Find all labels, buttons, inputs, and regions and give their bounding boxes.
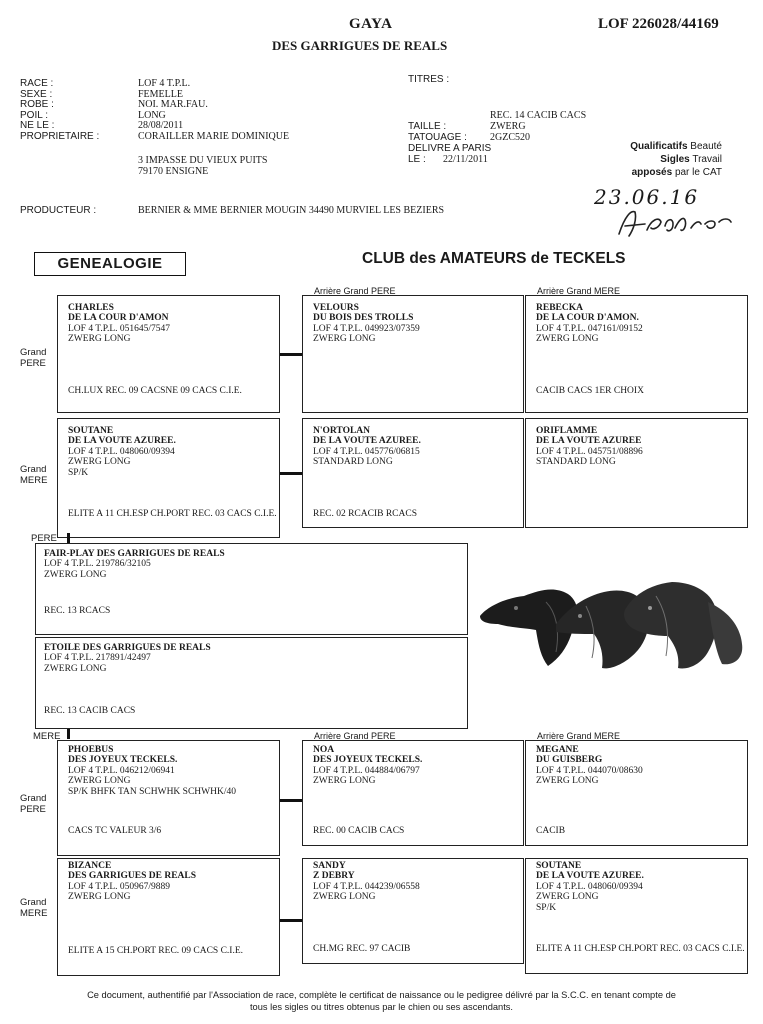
dog-kennel: DE LA VOUTE AZUREE [536, 436, 642, 447]
pedigree-box-dam-gp-mother [525, 740, 748, 846]
dog-titles: CACS TC VALEUR 3/6 [68, 826, 162, 836]
dog-name: N'ORTOLAN [313, 426, 371, 436]
stamp-sigles: Sigles [660, 154, 690, 165]
dog-lof: LOF 4 T.P.L. 044070/08630 [536, 765, 643, 776]
dog-size: ZWERG LONG [68, 892, 131, 903]
pedigree-box-sire [35, 543, 468, 635]
dog-size: STANDARD LONG [536, 457, 616, 468]
dog-name: SANDY [313, 861, 346, 871]
dog-size: ZWERG LONG [313, 334, 376, 345]
dog-size: ZWERG LONG [536, 892, 599, 903]
poil-value: LONG [138, 109, 166, 121]
pedigree-box-sire-gm-mother [525, 418, 748, 528]
sexe-value: FEMELLE [138, 88, 183, 100]
owner-address-2: 79170 ENSIGNE [138, 166, 209, 177]
pedigree-box-sire-grand-pere [57, 295, 280, 413]
dog-kennel: DES JOYEUX TECKELS. [313, 755, 423, 766]
pedigree-box-dam-gm-father [302, 858, 524, 964]
side-label-grand-pere-2: Grand PERE [20, 793, 47, 815]
dog-extra: SP/K [536, 902, 557, 913]
dog-lof: LOF 4 T.P.L. 219786/32105 [44, 559, 151, 570]
dog-kennel: Z DEBRY [313, 871, 355, 882]
dog-lof: LOF 4 T.P.L. 044884/06797 [313, 765, 420, 776]
dog-lof: LOF 4 T.P.L. 050967/9889 [68, 881, 171, 892]
dog-kennel: DE LA VOUTE AZUREE. [536, 871, 644, 882]
titres-label: TITRES : [408, 74, 450, 85]
dog-entry [313, 303, 420, 345]
dog-name: SOUTANE [536, 861, 582, 871]
connector-line [67, 533, 70, 543]
le-label: LE : [408, 154, 426, 165]
side-label-pere: PERE [31, 533, 57, 544]
dog-titles: CH.MG REC. 97 CACIB [313, 944, 411, 954]
dog-entry [536, 426, 643, 468]
dog-name: MEGANE [536, 745, 579, 755]
dog-entry [68, 426, 176, 478]
connector-line [280, 472, 302, 475]
dog-name: ORIFLAMME [536, 426, 598, 436]
stamp-par-le-cat: par le CAT [674, 167, 722, 178]
dog-entry [536, 745, 643, 787]
connector-line [280, 919, 302, 922]
header-arriere-grand-mere-top: Arrière Grand MERE [537, 286, 621, 296]
dog-entry [313, 745, 422, 787]
pedigree-box-dam-grand-pere [57, 740, 280, 856]
titres-value: REC. 14 CACIB CACS [490, 110, 587, 121]
proprietaire-label: PROPRIETAIRE : [20, 130, 100, 142]
dog-lof: LOF 4 T.P.L. 051645/7547 [68, 323, 171, 334]
handwritten-date: 23.06.16 [594, 185, 700, 209]
dog-titles: ELITE A 11 CH.ESP CH.PORT REC. 03 CACS C.I.E. [536, 944, 745, 954]
dog-titles: CH.LUX REC. 09 CACSNE 09 CACS C.I.E. [68, 386, 242, 396]
pedigree-box-sire-gp-mother [525, 295, 748, 413]
genealogie-title: GENEALOGIE [34, 252, 186, 276]
ne-le-label: NE LE : [20, 120, 55, 131]
dog-lof: LOF 4 T.P.L. 048060/09394 [68, 446, 175, 457]
pedigree-box-sire-gp-father [302, 295, 524, 413]
dog-size: ZWERG LONG [44, 569, 107, 580]
dog-titles: CACIB CACS 1ER CHOIX [536, 386, 644, 396]
dog-lof: LOF 4 T.P.L. 047161/09152 [536, 323, 643, 334]
dog-extra: SP/K [68, 467, 89, 478]
stamp-travail: Travail [692, 154, 722, 165]
footer-line-1: Ce document, authentifié par l'Association de race, complète le certificat de naissance ou le pedigree délivré par la S.C.C. en tenant compte de [87, 990, 676, 1000]
dog-extra: SP/K BHFK TAN SCHWHK SCHWHK/40 [68, 786, 236, 797]
connector-line [280, 799, 302, 802]
dog-size: ZWERG LONG [68, 334, 131, 345]
header-arriere-grand-mere-bottom: Arrière Grand MERE [537, 731, 621, 741]
stamp-apposes: apposés [631, 167, 673, 178]
dog-name: SOUTANE [68, 426, 114, 436]
dog-entry [68, 861, 196, 903]
registration-number: LOF 226028/44169 [598, 16, 719, 32]
footer-disclaimer [20, 990, 743, 1013]
dog-name: BIZANCE [68, 861, 112, 871]
dachshund-heads-image [476, 572, 748, 672]
delivre-label: DELIVRE A PARIS [408, 143, 492, 154]
dog-entry [313, 426, 421, 468]
dog-kennel: DE LA VOUTE AZUREE. [68, 436, 176, 447]
dog-titles: REC. 00 CACIB CACS [313, 826, 405, 836]
proprietaire-value: CORAILLER MARIE DOMINIQUE [138, 130, 290, 142]
dog-titles: REC. 02 RCACIB RCACS [313, 509, 417, 519]
dog-entry [44, 549, 225, 580]
dog-size: ZWERG LONG [313, 776, 376, 787]
dog-name: ETOILE DES GARRIGUES DE REALS [44, 643, 211, 653]
taille-label: TAILLE : [408, 121, 447, 132]
header-arriere-grand-pere-bottom: Arrière Grand PERE [314, 731, 396, 741]
dog-lof: LOF 4 T.P.L. 048060/09394 [536, 881, 643, 892]
dog-name: PHOEBUS [68, 745, 114, 755]
robe-value: NOI. MAR.FAU. [138, 99, 208, 110]
sexe-label: SEXE : [20, 88, 53, 100]
robe-label: ROBE : [20, 99, 54, 110]
footer-line-2: tous les sigles ou titres obtenus par le chien ou ses ascendants. [249, 1001, 514, 1012]
pedigree-box-dam-grand-mere [57, 858, 280, 976]
dog-entry [536, 861, 644, 913]
dog-entry [44, 643, 211, 674]
dog-kennel: DE LA COUR D'AMON. [536, 313, 639, 324]
producteur-value: BERNIER & MME BERNIER MOUGIN 34490 MURVIEL LES BEZIERS [138, 205, 445, 216]
poil-label: POIL : [20, 109, 48, 121]
side-label-grand-pere-1: Grand PERE [20, 347, 47, 369]
side-label-mere: MERE [33, 731, 61, 742]
dog-size: ZWERG LONG [536, 776, 599, 787]
dog-size: ZWERG LONG [313, 892, 376, 903]
dog-size: ZWERG LONG [536, 334, 599, 345]
dog-name: GAYA [349, 16, 393, 32]
dog-kennel: DE LA VOUTE AZUREE. [313, 436, 421, 447]
dog-name: NOA [313, 745, 335, 755]
dog-name: REBECKA [536, 303, 583, 313]
dog-size: ZWERG LONG [44, 663, 107, 674]
pedigree-box-dam-gp-father [302, 740, 524, 846]
race-label: RACE : [20, 78, 54, 89]
dog-size: STANDARD LONG [313, 457, 393, 468]
producteur-label: PRODUCTEUR : [20, 205, 97, 216]
dog-lof: LOF 4 T.P.L. 044239/06558 [313, 881, 420, 892]
info-labels [20, 79, 99, 142]
race-value: LOF 4 T.P.L. [138, 78, 191, 89]
stamp-qualificatifs: Qualificatifs [630, 141, 688, 152]
pedigree-box-sire-grand-mere [57, 418, 280, 538]
dog-lof: LOF 4 T.P.L. 045776/06815 [313, 446, 420, 457]
taille-value: ZWERG [490, 121, 526, 132]
dog-kennel: DU GUISBERG [536, 755, 603, 766]
qualificatifs-stamp [592, 140, 722, 179]
connector-line [280, 353, 302, 356]
dog-lof: LOF 4 T.P.L. 046212/06941 [68, 765, 175, 776]
dog-name: CHARLES [68, 303, 114, 313]
dog-entry [313, 861, 420, 903]
dog-kennel: DE LA COUR D'AMON [68, 313, 169, 324]
dog-titles: CACIB [536, 826, 566, 836]
info-values [138, 79, 289, 142]
dog-kennel: DU BOIS DES TROLLS [313, 313, 414, 324]
stamp-beaute: Beauté [690, 141, 722, 152]
kennel-name: DES GARRIGUES DE REALS [272, 38, 448, 53]
header-arriere-grand-pere-top: Arrière Grand PERE [314, 286, 396, 296]
dog-lof: LOF 4 T.P.L. 049923/07359 [313, 323, 420, 334]
dog-kennel: DES JOYEUX TECKELS. [68, 755, 178, 766]
dog-size: ZWERG LONG [68, 457, 131, 468]
dog-titles: ELITE A 11 CH.ESP CH.PORT REC. 03 CACS C.I.E. [68, 509, 277, 519]
dog-titles: REC. 13 RCACS [44, 606, 111, 616]
pedigree-box-dam-gm-mother [525, 858, 748, 974]
tatouage-value: 2GZC520 [490, 132, 530, 143]
dog-name: VELOURS [313, 303, 359, 313]
dog-size: ZWERG LONG [68, 776, 131, 787]
dog-lof: LOF 4 T.P.L. 045751/08896 [536, 446, 643, 457]
pedigree-box-dam [35, 637, 468, 729]
dog-name: FAIR-PLAY DES GARRIGUES DE REALS [44, 549, 225, 559]
side-label-grand-mere-2: Grand MERE [20, 897, 48, 919]
connector-line [67, 729, 70, 739]
owner-address-1: 3 IMPASSE DU VIEUX PUITS [138, 155, 268, 166]
dog-kennel: DES GARRIGUES DE REALS [68, 871, 197, 882]
dog-entry [68, 745, 236, 797]
dog-titles: ELITE A 15 CH.PORT REC. 09 CACS C.I.E. [68, 946, 244, 956]
dog-entry [68, 303, 170, 345]
pedigree-box-sire-gm-father [302, 418, 524, 528]
side-label-grand-mere-1: Grand MERE [20, 464, 48, 486]
club-title: CLUB des AMATEURS de TECKELS [362, 250, 626, 267]
dog-lof: LOF 4 T.P.L. 217891/42497 [44, 653, 151, 664]
signature-image [615, 206, 745, 240]
tatouage-label: TATOUAGE : [408, 132, 467, 143]
dog-entry [536, 303, 643, 345]
dog-titles: REC. 13 CACIB CACS [44, 706, 136, 716]
ne-le-value: 28/08/2011 [138, 120, 184, 131]
le-value: 22/11/2011 [443, 154, 488, 165]
